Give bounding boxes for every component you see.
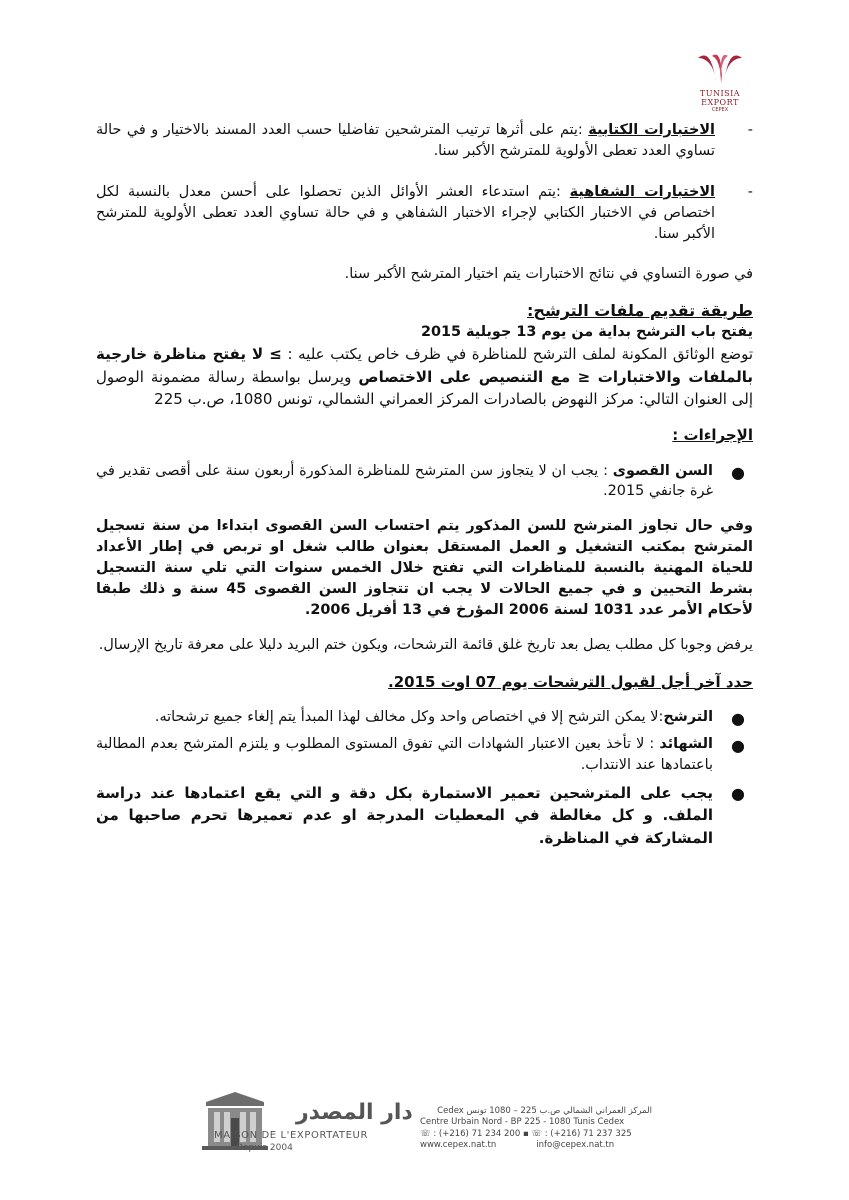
written-exams-label: الاختبارات الكتابية [588, 122, 715, 138]
submission-paragraph [96, 343, 753, 411]
footer-arabic-name: دار المصدر [296, 1100, 413, 1125]
age-limit-item [96, 461, 753, 503]
bullet-marker: ● [731, 462, 745, 482]
footer-address-block [420, 1106, 652, 1152]
age-exception-paragraph: وفي حال تجاوز المترشح للسن المذكور يتم احتساب السن القصوى ابتداءا من سنة تسجيل المترشح بمكتب التشغيل و العمل المستقل بعنوان طالب شغل او تربص في إطار الأعداد للحياة المهنية بالنسبة للمناظرات التي تفتح خلال الخمس سنوات التي تلي سنة التسجيل بشرط التحيين و في جميع الحالات لا يجب ان تتجاوز السن القصوى 45 سنة و ذلك طبقا لأحكام الأمر عدد 1031 لسنة 2006 المؤرخ في 13 أفريل 2006. [96, 518, 753, 618]
procedures-heading: الإجراءات : [672, 425, 753, 444]
bullet-marker: ● [731, 736, 745, 756]
age-limit-paragraph [96, 461, 713, 503]
footer-web-email [420, 1140, 652, 1151]
written-exams-paragraph [96, 120, 715, 162]
diplomas-text: : لا تأخذ بعين الاعتبار الشهادات التي تفوق المستوى المطلوب و يلتزم المترشح بعدم المطالبة باعتمادها عند الانتداب. [96, 736, 713, 774]
oral-exams-text: :يتم استدعاء العشر الأوائل الذين تحصلوا على أحسن معدل بالنسبة لكل اختصاص في الاختبار الكتابي لإجراء الاختبار الشفاهي و في حالة تساوي العدد تعطى الأولوية للمترشح الأكبر سنا. [96, 183, 715, 242]
logo-icon [692, 52, 748, 88]
footer-phone: ☏ : (+216) 71 234 200 ▪ ☏ : (+216) 71 237 325 [420, 1128, 632, 1139]
submission-text-1: توضع الوثائق المكونة لملف الترشح للمناظرة في ظرف خاص يكتب عليه : [281, 345, 753, 364]
footer-since: Depuis 2004 [236, 1143, 293, 1153]
oral-exams-item [96, 182, 753, 245]
submission-opening: يفتح باب الترشح بداية من يوم 13 جويلية 2015 [420, 324, 753, 341]
page-footer [0, 1078, 849, 1178]
footer-email-link[interactable]: info@cepex.nat.tn [536, 1140, 615, 1151]
footer-address-french: Centre Urbain Nord - BP 225 - 1080 Tunis Cedex [420, 1117, 625, 1128]
footer-website-link[interactable]: www.cepex.nat.tn [420, 1140, 497, 1151]
form-rule-item [96, 782, 753, 850]
diplomas-rule-item [96, 734, 753, 776]
deadline-heading: حدد آخر أجل لقبول الترشحات يوم 07 اوت 2015. [388, 672, 753, 691]
submission-heading: طريقة تقديم ملفات الترشح: [527, 301, 753, 321]
envelope-label: ≥ لا يفتح مناظرة خارجية بالملفات والاختبارات ≤ مع التنصيص على الاختصاص [96, 345, 753, 386]
tie-rule: في صورة التساوي في نتائج الاختبارات يتم اختيار المترشح الأكبر سنا. [344, 266, 753, 283]
diplomas-label: الشهائد [659, 736, 713, 753]
bullet-marker: ● [731, 783, 745, 803]
written-exams-item [96, 120, 753, 162]
candidacy-text: :لا يمكن الترشح إلا في اختصاص واحد وكل مخالف لهذا المبدأ يتم إلغاء جميع ترشحاته. [154, 709, 664, 726]
age-limit-text: : يجب ان لا يتجاوز سن المترشح للمناظرة المذكورة أربعون سنة على أقصى تقدير في غرة جانفي 2015. [96, 462, 713, 500]
form-rule-paragraph: يجب على المترشحين تعمير الاستمارة بكل دقة و التي يقع اعتمادها عند دراسة الملف. و كل مغالطة في المعطيات المدرجة او عدم تعميرها تحرم صاحبها من المشاركة في المناظرة. [96, 783, 713, 847]
footer-address-arabic: المركز العمراني الشمالي ص.ب 225 – 1080 تونس Cedex [437, 1106, 652, 1116]
written-exams-text: :يتم على أثرها ترتيب المترشحين تفاضليا حسب العدد المسند بالاختيار و في حالة تساوي العدد تعطى الأولوية للمترشح الأكبر سنا. [96, 122, 715, 159]
tunisia-export-logo [686, 52, 754, 116]
diplomas-rule-paragraph [96, 734, 713, 776]
bullet-marker: ● [731, 709, 745, 729]
footer-french-name: MAISON DE L'EXPORTATEUR [214, 1130, 368, 1141]
candidacy-rule-item [96, 707, 753, 728]
candidacy-rule-paragraph [96, 707, 713, 728]
candidacy-label: الترشح [663, 709, 713, 726]
age-limit-label: السن القصوى [612, 462, 713, 479]
oral-exams-label: الاختبارات الشفاهية [569, 183, 715, 200]
submission-text-2: ويرسل بواسطة رسالة مضمونة الوصول إلى العنوان التالي: مركز النهوض بالصادرات المركز العمراني الشمالي، تونس 1080، ص.ب 225 [96, 367, 753, 409]
logo-brand-text: TUNISIA EXPORT [699, 89, 741, 107]
main-content [96, 120, 753, 849]
dash-marker: - [747, 122, 753, 138]
logo-brand-subtext: CEPEX [711, 107, 729, 113]
dash-marker: - [747, 183, 753, 200]
oral-exams-paragraph [96, 182, 715, 245]
late-applications-rule: يرفض وجوبا كل مطلب يصل بعد تاريخ غلق قائمة الترشحات، ويكون ختم البريد دليلا على معرفة تاريخ الإرسال. [98, 636, 753, 653]
